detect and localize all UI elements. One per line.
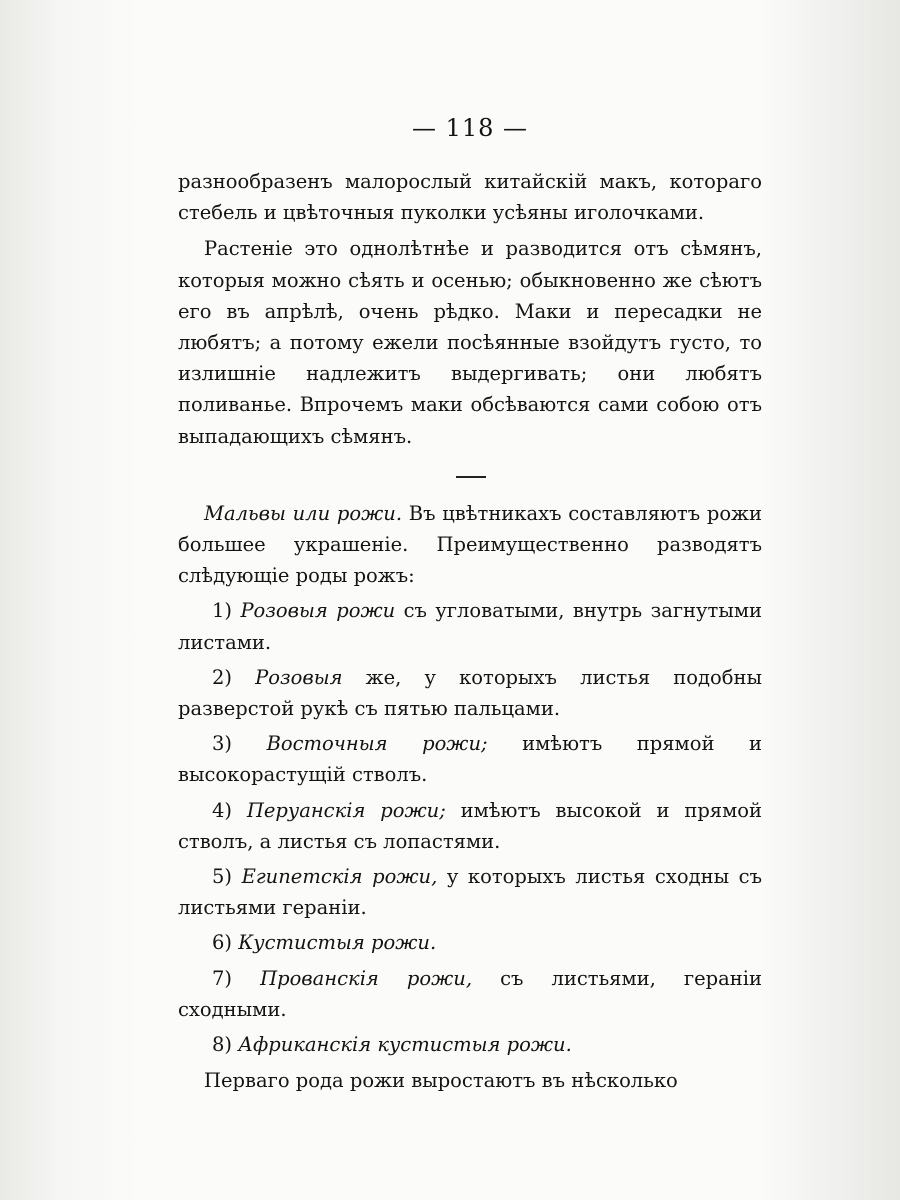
variety-name: Кустистыя рожи. — [238, 931, 437, 955]
paragraph-text: Въ цвѣтникахъ составляютъ рожи большее украшеніе. Преимущественно разводятъ слѣдующіе роды рожъ: — [178, 501, 762, 588]
list-item-number: 4) — [212, 798, 233, 822]
section-title: Мальвы или рожи. — [204, 501, 403, 525]
list-item-text: съ листьями, гераніи сходными. — [178, 966, 762, 1021]
list-item — [178, 963, 762, 1025]
list-item-number: 8) — [212, 1033, 233, 1057]
variety-name: Розовыя — [255, 665, 343, 689]
list-item-text: съ угловатыми, внутрь загнутыми листами. — [178, 599, 763, 654]
list-item-number: 7) — [212, 966, 233, 990]
paragraph — [178, 233, 762, 451]
separator-line — [456, 476, 486, 478]
variety-name: Египетскія рожи, — [241, 865, 438, 889]
variety-name: Перуанскія рожи; — [246, 798, 446, 822]
list-item-number: 5) — [212, 865, 233, 889]
variety-name: Африканскія кустистыя рожи. — [238, 1033, 572, 1057]
page-number: — 118 — — [411, 114, 529, 142]
paragraph-text: разнообразенъ малорослый китайскій макъ, котораго стебель и цвѣточныя пуколки усѣяны иголочками. — [178, 170, 762, 225]
paragraph — [178, 498, 762, 592]
list-item-number: 1) — [212, 599, 233, 623]
list-item — [178, 595, 762, 657]
list-item-text: имѣютъ высокой и прямой стволъ, а листья съ лопастями. — [178, 798, 763, 853]
variety-name: Прованскія рожи, — [260, 966, 473, 990]
list-item — [178, 728, 762, 790]
list-item — [178, 1029, 762, 1060]
list-item-text: же, у которыхъ листья подобны разверстой рукѣ съ пятью пальцами. — [178, 665, 762, 721]
list-item-text: имѣютъ прямой и высокорастущій стволъ. — [178, 732, 762, 787]
section-separator — [178, 462, 762, 492]
variety-name: Розовыя рожи — [240, 599, 396, 623]
page-text — [178, 166, 762, 1096]
list-item-number: 2) — [212, 665, 233, 689]
paragraph-text: Перваго рода рожи выростаютъ въ нѣсколько — [204, 1069, 678, 1093]
variety-name: Восточныя рожи; — [266, 732, 488, 756]
paragraph — [178, 166, 762, 228]
paragraph-text: Растеніе это однолѣтнѣе и разводится отъ сѣмянъ, которыя можно сѣять и осенью; обыкновенно же сѣютъ его въ апрѣлѣ, очень рѣдко. Маки и пересадки не любятъ; а потому ежели посѣянные взойдутъ густо, то излишніе надлежитъ выдергивать; они любятъ поливанье. Впрочемъ маки обсѣваются сами собою отъ выпадающихъ сѣмянъ. — [178, 237, 762, 448]
list-item — [178, 795, 762, 857]
list-item — [178, 861, 762, 923]
paragraph — [178, 1065, 762, 1096]
book-page — [178, 112, 762, 1112]
list-item-number: 6) — [212, 931, 233, 955]
list-item — [178, 662, 762, 724]
list-item — [178, 927, 762, 958]
list-item-number: 3) — [212, 732, 233, 756]
list-item-text: у которыхъ листья сходны съ листьями гераніи. — [178, 865, 762, 920]
